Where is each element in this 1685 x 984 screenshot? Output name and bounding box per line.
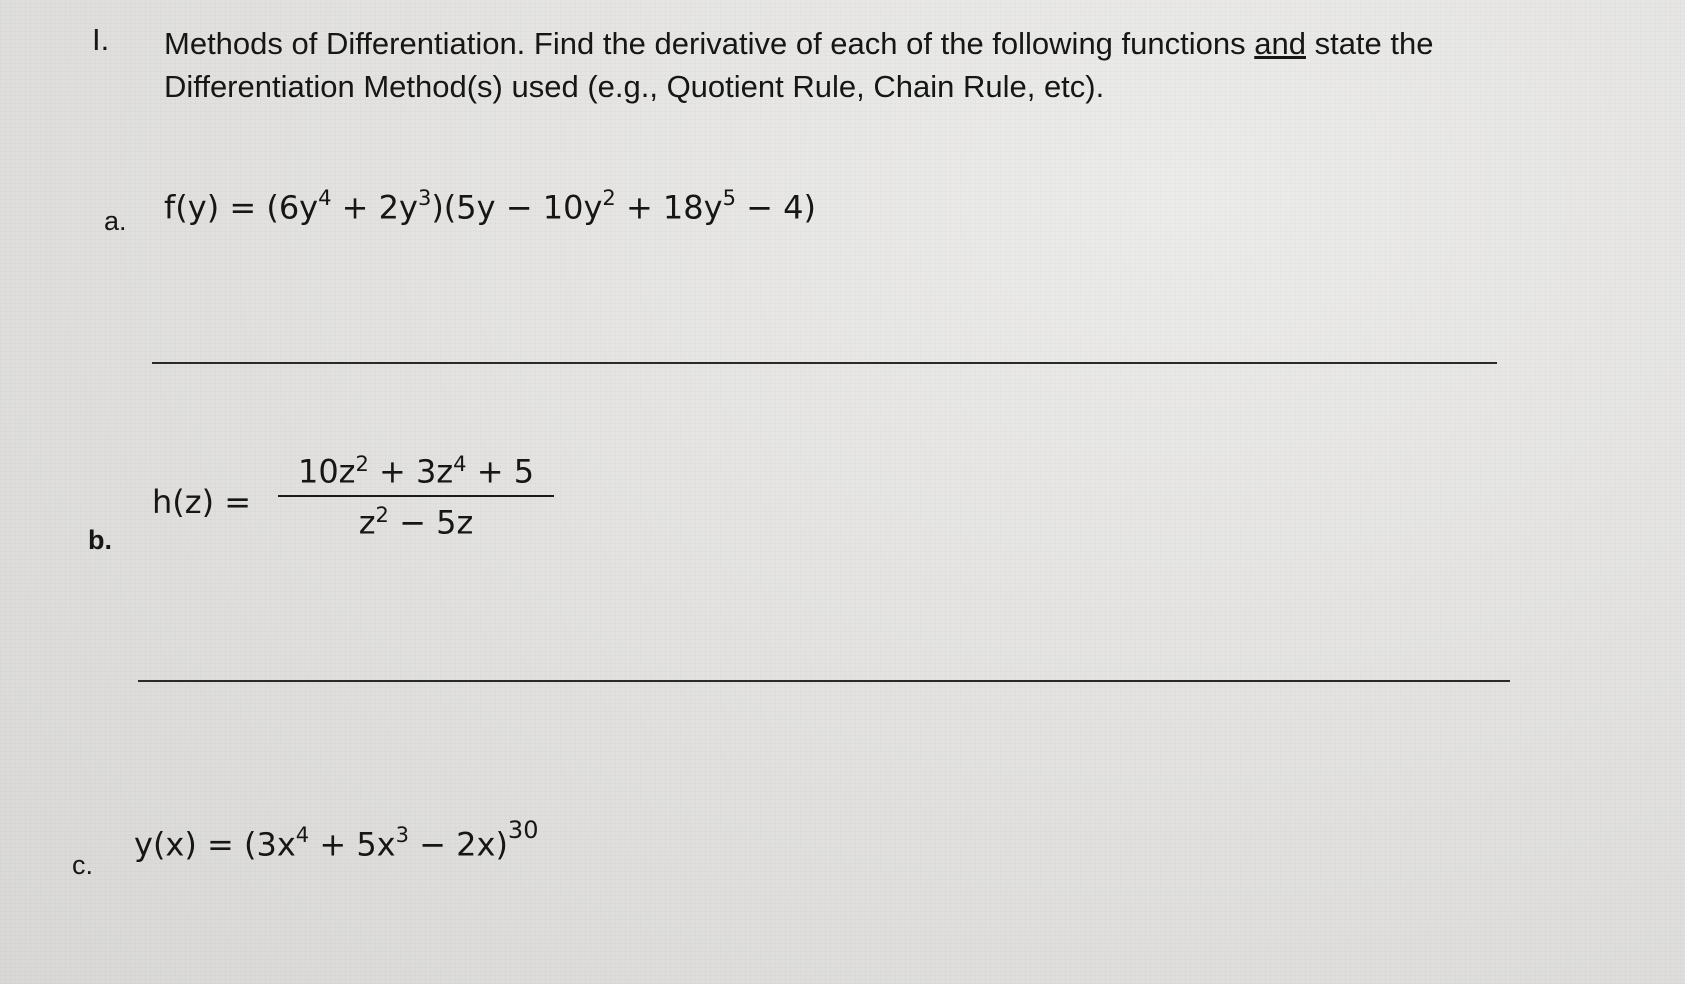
problem-c-label: c. — [72, 850, 94, 880]
eq-c-part-1: y(x) = (3x — [134, 825, 296, 864]
eq-c-exp-1: 4 — [295, 823, 310, 847]
eq-a-exp-1: 4 — [318, 186, 332, 210]
eq-a-part-2: + 2y — [331, 188, 418, 227]
num-part-3: + 5 — [466, 452, 535, 491]
problem-b-label: b. — [88, 525, 112, 555]
eq-c-part-2: + 5x — [309, 825, 396, 864]
problem-c-equation — [134, 816, 539, 864]
eq-a-part-1: f(y) = (6y — [164, 188, 319, 227]
eq-a-part-4: + 18y — [615, 188, 723, 227]
num-exp-1: 2 — [355, 452, 369, 476]
num-exp-2: 4 — [453, 452, 467, 476]
den-part-1: z — [358, 503, 376, 542]
fraction-denominator — [278, 497, 554, 542]
answer-line-b — [138, 680, 1510, 682]
section-numeral: I. — [92, 22, 110, 57]
num-part-1: 10z — [297, 452, 356, 491]
eq-a-exp-3: 2 — [602, 186, 616, 210]
instructions-underlined-word: and — [1254, 26, 1306, 61]
den-exp-1: 2 — [375, 502, 389, 527]
fraction-numerator — [278, 452, 554, 495]
den-part-2: − 5z — [388, 503, 474, 542]
eq-a-part-5: − 4) — [735, 188, 816, 227]
problem-b-fraction — [278, 452, 554, 541]
eq-a-exp-2: 3 — [417, 186, 432, 210]
answer-line-a — [152, 362, 1497, 364]
num-part-2: + 3z — [368, 452, 454, 491]
eq-c-exp-2: 3 — [395, 823, 409, 847]
problem-a-equation — [164, 188, 816, 227]
eq-c-part-3: − 2x) — [408, 825, 508, 864]
instructions-part-1: Methods of Differentiation. Find the derivative of each of the following functions — [164, 26, 1255, 61]
problem-b-lhs: h(z) = — [152, 483, 252, 521]
eq-a-part-3: )(5y − 10y — [431, 188, 603, 227]
eq-a-exp-4: 5 — [722, 186, 736, 210]
instructions-text — [164, 22, 1524, 108]
instructions-part-2: state the Differentiation Method(s) used (e.g., Quotient Rule, Chain Rule, etc). — [164, 26, 1434, 104]
problem-a-label: a. — [104, 206, 127, 236]
eq-c-exp-3: 30 — [507, 816, 539, 844]
